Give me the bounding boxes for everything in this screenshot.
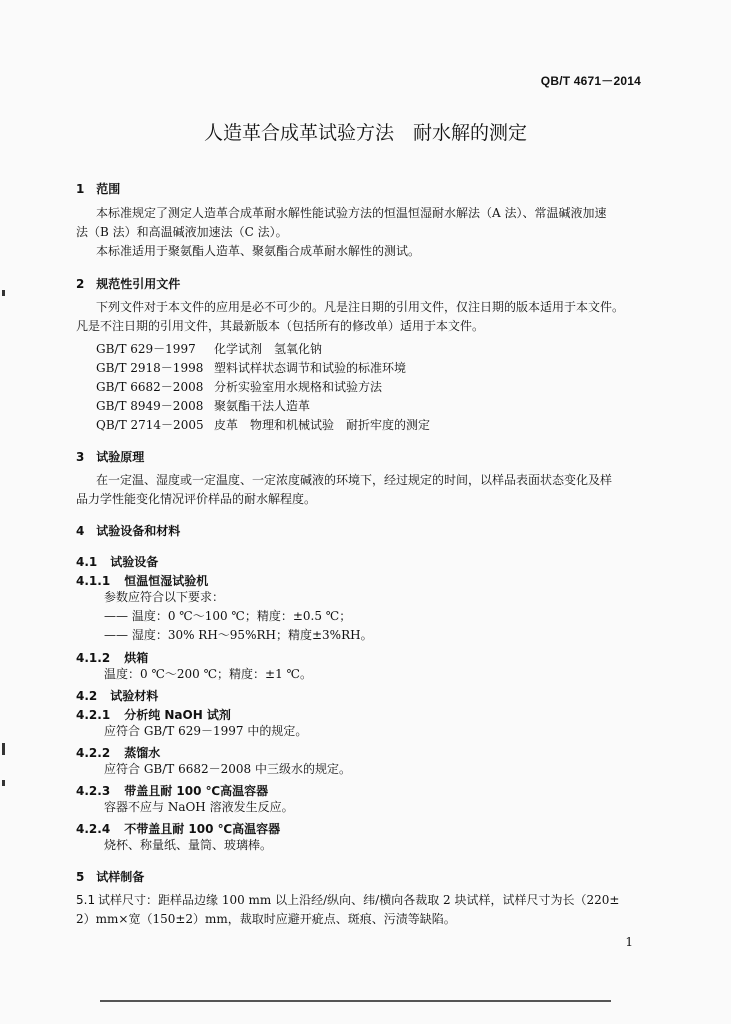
reference-code: GB/T 2918－1998	[96, 361, 204, 375]
standard-code: QB/T 4671－2014	[540, 74, 641, 88]
section-3-heading	[76, 448, 144, 465]
subsection-4-2-1-heading	[76, 706, 231, 723]
scan-mark	[2, 780, 5, 786]
paragraph: 参数应符合以下要求：	[104, 590, 225, 604]
section-4-heading	[76, 522, 180, 539]
reference-item	[96, 416, 430, 433]
subsection-number: 4.2.2	[76, 746, 111, 760]
clause-number: 5.1	[76, 893, 96, 907]
subsection-4-1-2-heading	[76, 649, 148, 666]
section-title: 试验原理	[96, 450, 145, 464]
subsection-4-2-heading	[76, 687, 158, 704]
scan-mark	[2, 290, 5, 296]
section-title: 范围	[96, 182, 121, 196]
subsection-4-2-2-heading	[76, 744, 160, 761]
subsection-title: 分析纯 NaOH 试剂	[124, 708, 231, 722]
reference-code: QB/T 2714－2005	[96, 418, 204, 432]
paragraph: 本标准规定了测定人造革合成革耐水解性能试验方法的恒温恒湿耐水解法（A 法）、常温碱液加速	[96, 206, 607, 220]
document-title: 人造革合成革试验方法 耐水解的测定	[203, 122, 527, 144]
subsection-title: 不带盖且耐 100 ℃高温容器	[124, 822, 281, 836]
section-number: 4	[76, 524, 85, 538]
subsection-4-2-3-heading	[76, 782, 268, 799]
paragraph: 凡是不注日期的引用文件，其最新版本（包括所有的修改单）适用于本文件。	[76, 319, 485, 333]
subsection-title: 带盖且耐 100 ℃高温容器	[124, 784, 269, 798]
section-5-heading	[76, 868, 144, 885]
paragraph: 应符合 GB/T 6682－2008 中三级水的规定。	[104, 762, 351, 776]
subsection-4-1-1-heading	[76, 572, 208, 589]
reference-name: 皮革 物理和机械试验 耐折牢度的测定	[214, 418, 431, 432]
section-title: 规范性引用文件	[96, 277, 181, 291]
subsection-number: 4.2	[76, 689, 98, 703]
reference-item	[96, 378, 382, 395]
section-title: 试样制备	[96, 870, 145, 884]
paragraph: 温度：0 ℃～200 ℃；精度：±1 ℃。	[104, 667, 312, 681]
list-item: —— 湿度：30% RH～95%RH；精度±3%RH。	[104, 628, 373, 642]
subsection-number: 4.1.1	[76, 574, 111, 588]
subsection-number: 4.2.4	[76, 822, 111, 836]
paragraph: 本标准适用于聚氨酯人造革、聚氨酯合成革耐水解性的测试。	[96, 244, 421, 258]
subsection-number: 4.2.3	[76, 784, 111, 798]
paragraph: 容器不应与 NaOH 溶液发生反应。	[104, 800, 294, 814]
paragraph	[76, 891, 619, 910]
subsection-title: 烘箱	[124, 651, 149, 665]
reference-code: GB/T 8949－2008	[96, 399, 204, 413]
reference-name: 分析实验室用水规格和试验方法	[214, 380, 383, 394]
section-2-heading	[76, 275, 180, 292]
reference-item	[96, 340, 322, 357]
paragraph: 在一定温、湿度或一定温度、一定浓度碱液的环境下，经过规定的时间，以样品表面状态变化及样	[96, 473, 613, 487]
reference-name: 化学试剂 氢氧化钠	[214, 342, 323, 356]
subsection-number: 4.1	[76, 555, 98, 569]
section-number: 5	[76, 870, 85, 884]
subsection-title: 试验设备	[110, 555, 159, 569]
paragraph: 应符合 GB/T 629－1997 中的规定。	[104, 724, 308, 738]
reference-code: GB/T 629－1997	[96, 342, 196, 356]
paragraph: 法（B 法）和高温碱液加速法（C 法）。	[76, 225, 288, 239]
scan-mark	[2, 743, 5, 755]
reference-code: GB/T 6682－2008	[96, 380, 204, 394]
subsection-title: 试验材料	[110, 689, 159, 703]
subsection-number: 4.2.1	[76, 708, 111, 722]
bottom-rule	[100, 1000, 611, 1002]
subsection-title: 蒸馏水	[124, 746, 161, 760]
paragraph: 下列文件对于本文件的应用是必不可少的。凡是注日期的引用文件，仅注日期的版本适用于本文件。	[96, 300, 625, 314]
subsection-4-2-4-heading	[76, 820, 280, 837]
subsection-4-1-heading	[76, 553, 158, 570]
clause-text: 试样尺寸：距样品边缘 100 mm 以上沿经/纵向、纬/横向各裁取 2 块试样，试样尺寸为长（220±	[98, 893, 620, 907]
section-number: 1	[76, 182, 85, 196]
list-item: —— 温度：0 ℃～100 ℃；精度：±0.5 ℃；	[104, 609, 352, 623]
paragraph: 2）mm×宽（150±2）mm，裁取时应避开疵点、斑痕、污渍等缺陷。	[76, 912, 456, 926]
section-1-heading	[76, 180, 120, 197]
section-number: 2	[76, 277, 85, 291]
section-number: 3	[76, 450, 85, 464]
reference-name: 聚氨酯干法人造革	[214, 399, 311, 413]
paragraph: 烧杯、称量纸、量筒、玻璃棒。	[104, 838, 273, 852]
reference-item	[96, 359, 406, 376]
paragraph: 品力学性能变化情况评价样品的耐水解程度。	[76, 492, 317, 506]
reference-item	[96, 397, 310, 414]
subsection-title: 恒温恒湿试验机	[124, 574, 209, 588]
page-number: 1	[625, 935, 633, 949]
reference-name: 塑料试样状态调节和试验的标准环境	[214, 361, 407, 375]
subsection-number: 4.1.2	[76, 651, 111, 665]
section-title: 试验设备和材料	[96, 524, 181, 538]
